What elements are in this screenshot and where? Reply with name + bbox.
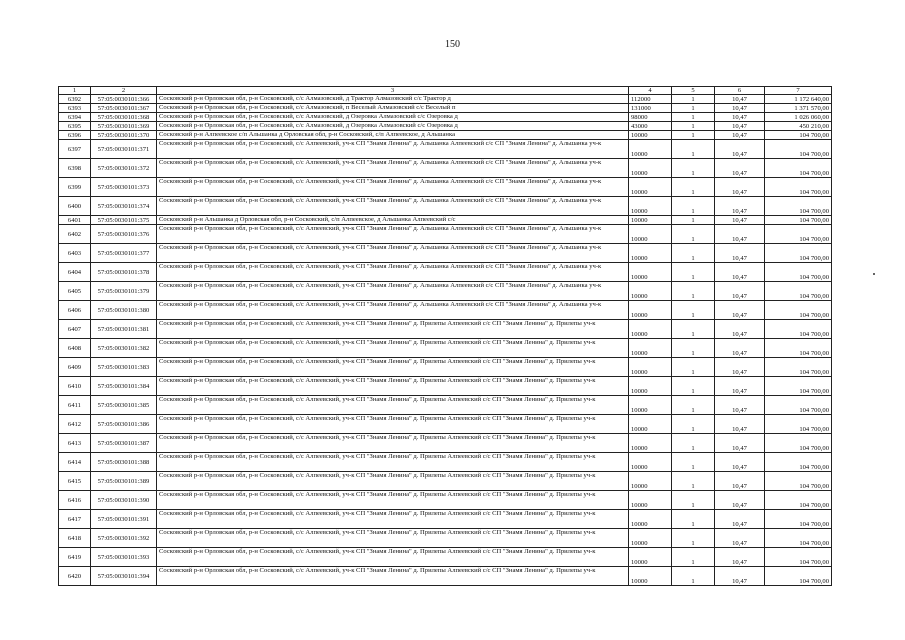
cadastral-number-cell: 57:05:0030101:375 — [91, 216, 157, 225]
total-cell: 104 700,00 — [765, 178, 832, 197]
row-number-cell: 6401 — [59, 216, 91, 225]
area-cell: 10000 — [629, 510, 672, 529]
quantity-cell: 1 — [672, 548, 715, 567]
page-number: 150 — [445, 39, 460, 50]
total-cell: 104 700,00 — [765, 567, 832, 586]
description-cell: Сосковский р-н Орловская обл, р-н Сосковский, с/с Алпеевский, уч-к СП "Знамя Ленина" д. Прилепы Алпеевский с/с СП "Знамя Ленина" д. Прилепы уч-к — [157, 567, 629, 586]
table-header-row — [59, 87, 832, 95]
cadastral-number-cell: 57:05:0030101:387 — [91, 434, 157, 453]
cadastral-number-cell: 57:05:0030101:377 — [91, 244, 157, 263]
row-number-cell: 6398 — [59, 159, 91, 178]
description-cell: Сосковский р-н Орловская обл, р-н Сосковский, с/с Алпеевский, уч-к СП "Знамя Ленина" д. Прилепы Алпеевский с/с СП "Знамя Ленина" д. Прилепы уч-к — [157, 396, 629, 415]
table-row — [59, 567, 832, 586]
quantity-cell: 1 — [672, 510, 715, 529]
rate-cell: 10,47 — [715, 415, 765, 434]
description-cell: Сосковский р-н Орловская обл, р-н Сосковский, с/с Алпеевский, уч-к СП "Знамя Ленина" д. Альшанка Алпеевский с/с СП "Знамя Ленина" д. Альшанка уч-к — [157, 159, 629, 178]
table-row — [59, 472, 832, 491]
cadastral-number-cell: 57:05:0030101:370 — [91, 131, 157, 140]
description-cell: Сосковский р-н Орловская обл, р-н Сосковский, с/с Алмазовский, д Озеровка Алмазовский с/с Озеровка д — [157, 113, 629, 122]
column-header: 3 — [157, 87, 629, 95]
area-cell: 10000 — [629, 339, 672, 358]
quantity-cell: 1 — [672, 122, 715, 131]
row-number-cell: 6415 — [59, 472, 91, 491]
area-cell: 10000 — [629, 396, 672, 415]
row-number-cell: 6416 — [59, 491, 91, 510]
cadastral-number-cell: 57:05:0030101:393 — [91, 548, 157, 567]
row-number-cell: 6419 — [59, 548, 91, 567]
table-row — [59, 122, 832, 131]
cadastral-number-cell: 57:05:0030101:383 — [91, 358, 157, 377]
description-cell: Сосковский р-н Алпеевское с/п Альшанка д Орловская обл, р-н Сосковский, с/п Алпеевское, д Альшанка — [157, 131, 629, 140]
area-cell: 10000 — [629, 567, 672, 586]
table-row — [59, 491, 832, 510]
quantity-cell: 1 — [672, 225, 715, 244]
row-number-cell: 6417 — [59, 510, 91, 529]
quantity-cell: 1 — [672, 113, 715, 122]
quantity-cell: 1 — [672, 453, 715, 472]
rate-cell: 10,47 — [715, 320, 765, 339]
row-number-cell: 6413 — [59, 434, 91, 453]
column-header: 5 — [672, 87, 715, 95]
total-cell: 104 700,00 — [765, 358, 832, 377]
cadastral-number-cell: 57:05:0030101:380 — [91, 301, 157, 320]
total-cell: 104 700,00 — [765, 434, 832, 453]
area-cell: 43000 — [629, 122, 672, 131]
row-number-cell: 6420 — [59, 567, 91, 586]
total-cell: 104 700,00 — [765, 282, 832, 301]
description-cell: Сосковский р-н Орловская обл, р-н Сосковский, с/с Алпеевский, уч-к СП "Знамя Ленина" д. Прилепы Алпеевский с/с СП "Знамя Ленина" д. Прилепы уч-к — [157, 320, 629, 339]
description-cell: Сосковский р-н Орловская обл, р-н Сосковский, с/с Алпеевский, уч-к СП "Знамя Ленина" д. Прилепы Алпеевский с/с СП "Знамя Ленина" д. Прилепы уч-к — [157, 339, 629, 358]
cadastral-number-cell: 57:05:0030101:379 — [91, 282, 157, 301]
column-header: 6 — [715, 87, 765, 95]
area-cell: 10000 — [629, 263, 672, 282]
table-row — [59, 529, 832, 548]
table-row — [59, 140, 832, 159]
rate-cell: 10,47 — [715, 225, 765, 244]
quantity-cell: 1 — [672, 216, 715, 225]
row-number-cell: 6412 — [59, 415, 91, 434]
quantity-cell: 1 — [672, 415, 715, 434]
description-cell: Сосковский р-н Орловская обл, р-н Сосковский, с/с Алпеевский, уч-к СП "Знамя Ленина" д. Прилепы Алпеевский с/с СП "Знамя Ленина" д. Прилепы уч-к — [157, 472, 629, 491]
total-cell: 104 700,00 — [765, 529, 832, 548]
total-cell: 104 700,00 — [765, 263, 832, 282]
description-cell: Сосковский р-н Орловская обл, р-н Сосковский, с/с Алпеевский, уч-к СП "Знамя Ленина" д. Альшанка Алпеевский с/с СП "Знамя Ленина" д. Альшанка уч-к — [157, 197, 629, 216]
table-row — [59, 113, 832, 122]
description-cell: Сосковский р-н Альшанка д Орловская обл, р-н Сосковский, с/п Алпеевское, д Альшанка Алпеевский с/с — [157, 216, 629, 225]
rate-cell: 10,47 — [715, 197, 765, 216]
quantity-cell: 1 — [672, 472, 715, 491]
table-row — [59, 548, 832, 567]
quantity-cell: 1 — [672, 396, 715, 415]
area-cell: 112000 — [629, 95, 672, 104]
description-cell: Сосковский р-н Орловская обл, р-н Сосковский, с/с Алпеевский, уч-к СП "Знамя Ленина" д. Альшанка Алпеевский с/с СП "Знамя Ленина" д. Альшанка уч-к — [157, 244, 629, 263]
rate-cell: 10,47 — [715, 339, 765, 358]
quantity-cell: 1 — [672, 131, 715, 140]
rate-cell: 10,47 — [715, 178, 765, 197]
table-row — [59, 178, 832, 197]
scan-speck — [873, 273, 875, 275]
quantity-cell: 1 — [672, 377, 715, 396]
row-number-cell: 6414 — [59, 453, 91, 472]
area-cell: 10000 — [629, 282, 672, 301]
row-number-cell: 6404 — [59, 263, 91, 282]
table-row — [59, 263, 832, 282]
quantity-cell: 1 — [672, 95, 715, 104]
area-cell: 10000 — [629, 491, 672, 510]
description-cell: Сосковский р-н Орловская обл, р-н Сосковский, с/с Алпеевский, уч-к СП "Знамя Ленина" д. Прилепы Алпеевский с/с СП "Знамя Ленина" д. Прилепы уч-к — [157, 548, 629, 567]
row-number-cell: 6410 — [59, 377, 91, 396]
rate-cell: 10,47 — [715, 122, 765, 131]
table-row — [59, 396, 832, 415]
description-cell: Сосковский р-н Орловская обл, р-н Сосковский, с/с Алпеевский, уч-к СП "Знамя Ленина" д. Прилепы Алпеевский с/с СП "Знамя Ленина" д. Прилепы уч-к — [157, 510, 629, 529]
description-cell: Сосковский р-н Орловская обл, р-н Сосковский, с/с Алпеевский, уч-к СП "Знамя Ленина" д. Альшанка Алпеевский с/с СП "Знамя Ленина" д. Альшанка уч-к — [157, 140, 629, 159]
total-cell: 104 700,00 — [765, 491, 832, 510]
rate-cell: 10,47 — [715, 453, 765, 472]
row-number-cell: 6411 — [59, 396, 91, 415]
quantity-cell: 1 — [672, 529, 715, 548]
quantity-cell: 1 — [672, 567, 715, 586]
row-number-cell: 6405 — [59, 282, 91, 301]
row-number-cell: 6402 — [59, 225, 91, 244]
rate-cell: 10,47 — [715, 301, 765, 320]
description-cell: Сосковский р-н Орловская обл, р-н Сосковский, с/с Алпеевский, уч-к СП "Знамя Ленина" д. Прилепы Алпеевский с/с СП "Знамя Ленина" д. Прилепы уч-к — [157, 377, 629, 396]
area-cell: 10000 — [629, 320, 672, 339]
rate-cell: 10,47 — [715, 244, 765, 263]
rate-cell: 10,47 — [715, 567, 765, 586]
area-cell: 98000 — [629, 113, 672, 122]
rate-cell: 10,47 — [715, 529, 765, 548]
area-cell: 10000 — [629, 529, 672, 548]
total-cell: 104 700,00 — [765, 453, 832, 472]
cadastral-number-cell: 57:05:0030101:368 — [91, 113, 157, 122]
description-cell: Сосковский р-н Орловская обл, р-н Сосковский, с/с Алпеевский, уч-к СП "Знамя Ленина" д. Прилепы Алпеевский с/с СП "Знамя Ленина" д. Прилепы уч-к — [157, 434, 629, 453]
row-number-cell: 6396 — [59, 131, 91, 140]
cadastral-number-cell: 57:05:0030101:369 — [91, 122, 157, 131]
column-header: 2 — [91, 87, 157, 95]
row-number-cell: 6406 — [59, 301, 91, 320]
total-cell: 104 700,00 — [765, 396, 832, 415]
total-cell: 104 700,00 — [765, 131, 832, 140]
table-row — [59, 131, 832, 140]
description-cell: Сосковский р-н Орловская обл, р-н Сосковский, с/с Алпеевский, уч-к СП "Знамя Ленина" д. Прилепы Алпеевский с/с СП "Знамя Ленина" д. Прилепы уч-к — [157, 415, 629, 434]
total-cell: 104 700,00 — [765, 415, 832, 434]
rate-cell: 10,47 — [715, 510, 765, 529]
quantity-cell: 1 — [672, 434, 715, 453]
area-cell: 10000 — [629, 197, 672, 216]
area-cell: 10000 — [629, 244, 672, 263]
total-cell: 104 700,00 — [765, 244, 832, 263]
quantity-cell: 1 — [672, 178, 715, 197]
cadastral-number-cell: 57:05:0030101:382 — [91, 339, 157, 358]
table-row — [59, 510, 832, 529]
row-number-cell: 6408 — [59, 339, 91, 358]
description-cell: Сосковский р-н Орловская обл, р-н Сосковский, с/с Алпеевский, уч-к СП "Знамя Ленина" д. Альшанка Алпеевский с/с СП "Знамя Ленина" д. Альшанка уч-к — [157, 263, 629, 282]
rate-cell: 10,47 — [715, 396, 765, 415]
table-row — [59, 415, 832, 434]
quantity-cell: 1 — [672, 301, 715, 320]
total-cell: 1 371 570,00 — [765, 104, 832, 113]
description-cell: Сосковский р-н Орловская обл, р-н Сосковский, с/с Алпеевский, уч-к СП "Знамя Ленина" д. Альшанка Алпеевский с/с СП "Знамя Ленина" д. Альшанка уч-к — [157, 178, 629, 197]
quantity-cell: 1 — [672, 104, 715, 113]
table-row — [59, 434, 832, 453]
table-row — [59, 282, 832, 301]
table-body — [59, 87, 832, 586]
area-cell: 10000 — [629, 358, 672, 377]
rate-cell: 10,47 — [715, 472, 765, 491]
rate-cell: 10,47 — [715, 131, 765, 140]
description-cell: Сосковский р-н Орловская обл, р-н Сосковский, с/с Алпеевский, уч-к СП "Знамя Ленина" д. Альшанка Алпеевский с/с СП "Знамя Ленина" д. Альшанка уч-к — [157, 225, 629, 244]
quantity-cell: 1 — [672, 197, 715, 216]
table-row — [59, 301, 832, 320]
cadastral-number-cell: 57:05:0030101:390 — [91, 491, 157, 510]
area-cell: 10000 — [629, 140, 672, 159]
total-cell: 450 210,00 — [765, 122, 832, 131]
rate-cell: 10,47 — [715, 104, 765, 113]
quantity-cell: 1 — [672, 339, 715, 358]
area-cell: 10000 — [629, 301, 672, 320]
rate-cell: 10,47 — [715, 216, 765, 225]
table-row — [59, 216, 832, 225]
total-cell: 104 700,00 — [765, 301, 832, 320]
total-cell: 104 700,00 — [765, 510, 832, 529]
total-cell: 104 700,00 — [765, 197, 832, 216]
cadastral-number-cell: 57:05:0030101:385 — [91, 396, 157, 415]
table-row — [59, 159, 832, 178]
cadastral-number-cell: 57:05:0030101:371 — [91, 140, 157, 159]
row-number-cell: 6393 — [59, 104, 91, 113]
description-cell: Сосковский р-н Орловская обл, р-н Сосковский, с/с Алпеевский, уч-к СП "Знамя Ленина" д. Прилепы Алпеевский с/с СП "Знамя Ленина" д. Прилепы уч-к — [157, 491, 629, 510]
total-cell: 104 700,00 — [765, 377, 832, 396]
cadastral-number-cell: 57:05:0030101:374 — [91, 197, 157, 216]
total-cell: 104 700,00 — [765, 159, 832, 178]
row-number-cell: 6394 — [59, 113, 91, 122]
cadastral-number-cell: 57:05:0030101:391 — [91, 510, 157, 529]
total-cell: 104 700,00 — [765, 216, 832, 225]
total-cell: 104 700,00 — [765, 339, 832, 358]
quantity-cell: 1 — [672, 358, 715, 377]
table-row — [59, 358, 832, 377]
rate-cell: 10,47 — [715, 434, 765, 453]
quantity-cell: 1 — [672, 140, 715, 159]
quantity-cell: 1 — [672, 159, 715, 178]
rate-cell: 10,47 — [715, 282, 765, 301]
cadastral-number-cell: 57:05:0030101:372 — [91, 159, 157, 178]
row-number-cell: 6407 — [59, 320, 91, 339]
cadastral-number-cell: 57:05:0030101:386 — [91, 415, 157, 434]
column-header: 1 — [59, 87, 91, 95]
area-cell: 10000 — [629, 377, 672, 396]
cadastral-number-cell: 57:05:0030101:376 — [91, 225, 157, 244]
row-number-cell: 6409 — [59, 358, 91, 377]
table-row — [59, 197, 832, 216]
description-cell: Сосковский р-н Орловская обл, р-н Сосковский, с/с Алпеевский, уч-к СП "Знамя Ленина" д. Прилепы Алпеевский с/с СП "Знамя Ленина" д. Прилепы уч-к — [157, 529, 629, 548]
rate-cell: 10,47 — [715, 140, 765, 159]
rate-cell: 10,47 — [715, 548, 765, 567]
description-cell: Сосковский р-н Орловская обл, р-н Сосковский, с/с Алмазовский, д Озеровка Алмазовский с/с Озеровка д — [157, 122, 629, 131]
cadastral-number-cell: 57:05:0030101:367 — [91, 104, 157, 113]
total-cell: 1 172 640,00 — [765, 95, 832, 104]
area-cell: 10000 — [629, 415, 672, 434]
area-cell: 10000 — [629, 434, 672, 453]
row-number-cell: 6397 — [59, 140, 91, 159]
total-cell: 104 700,00 — [765, 225, 832, 244]
quantity-cell: 1 — [672, 263, 715, 282]
rate-cell: 10,47 — [715, 491, 765, 510]
table-row — [59, 244, 832, 263]
table-row — [59, 225, 832, 244]
quantity-cell: 1 — [672, 282, 715, 301]
area-cell: 10000 — [629, 159, 672, 178]
cadastral-number-cell: 57:05:0030101:381 — [91, 320, 157, 339]
table-row — [59, 339, 832, 358]
description-cell: Сосковский р-н Орловская обл, р-н Сосковский, с/с Алпеевский, уч-к СП "Знамя Ленина" д. Прилепы Алпеевский с/с СП "Знамя Ленина" д. Прилепы уч-к — [157, 453, 629, 472]
cadastral-number-cell: 57:05:0030101:392 — [91, 529, 157, 548]
table-row — [59, 104, 832, 113]
cadastral-number-cell: 57:05:0030101:388 — [91, 453, 157, 472]
row-number-cell: 6400 — [59, 197, 91, 216]
cadastral-number-cell: 57:05:0030101:373 — [91, 178, 157, 197]
cadastral-number-cell: 57:05:0030101:378 — [91, 263, 157, 282]
row-number-cell: 6392 — [59, 95, 91, 104]
rate-cell: 10,47 — [715, 358, 765, 377]
total-cell: 1 026 060,00 — [765, 113, 832, 122]
cadastral-number-cell: 57:05:0030101:384 — [91, 377, 157, 396]
row-number-cell: 6418 — [59, 529, 91, 548]
land-registry-table — [58, 86, 832, 586]
total-cell: 104 700,00 — [765, 320, 832, 339]
area-cell: 10000 — [629, 225, 672, 244]
area-cell: 10000 — [629, 453, 672, 472]
area-cell: 10000 — [629, 472, 672, 491]
area-cell: 10000 — [629, 216, 672, 225]
total-cell: 104 700,00 — [765, 140, 832, 159]
rate-cell: 10,47 — [715, 377, 765, 396]
description-cell: Сосковский р-н Орловская обл, р-н Сосковский, с/с Алпеевский, уч-к СП "Знамя Ленина" д. Прилепы Алпеевский с/с СП "Знамя Ленина" д. Прилепы уч-к — [157, 358, 629, 377]
column-header: 7 — [765, 87, 832, 95]
quantity-cell: 1 — [672, 320, 715, 339]
rate-cell: 10,47 — [715, 95, 765, 104]
area-cell: 10000 — [629, 548, 672, 567]
row-number-cell: 6395 — [59, 122, 91, 131]
cadastral-number-cell: 57:05:0030101:389 — [91, 472, 157, 491]
cadastral-number-cell: 57:05:0030101:394 — [91, 567, 157, 586]
description-cell: Сосковский р-н Орловская обл, р-н Сосковский, с/с Алпеевский, уч-к СП "Знамя Ленина" д. Альшанка Алпеевский с/с СП "Знамя Ленина" д. Альшанка уч-к — [157, 301, 629, 320]
description-cell: Сосковский р-н Орловская обл, р-н Сосковский, с/с Алмазовский, д Трактор Алмазовский с/с Трактор д — [157, 95, 629, 104]
rate-cell: 10,47 — [715, 159, 765, 178]
total-cell: 104 700,00 — [765, 472, 832, 491]
area-cell: 131000 — [629, 104, 672, 113]
description-cell: Сосковский р-н Орловская обл, р-н Сосковский, с/с Алпеевский, уч-к СП "Знамя Ленина" д. Альшанка Алпеевский с/с СП "Знамя Ленина" д. Альшанка уч-к — [157, 282, 629, 301]
rate-cell: 10,47 — [715, 263, 765, 282]
table-row — [59, 453, 832, 472]
description-cell: Сосковский р-н Орловская обл, р-н Сосковский, с/с Алмазовский, п Веселый Алмазовский с/с Веселый п — [157, 104, 629, 113]
row-number-cell: 6403 — [59, 244, 91, 263]
table-row — [59, 95, 832, 104]
cadastral-number-cell: 57:05:0030101:366 — [91, 95, 157, 104]
rate-cell: 10,47 — [715, 113, 765, 122]
total-cell: 104 700,00 — [765, 548, 832, 567]
table-row — [59, 320, 832, 339]
quantity-cell: 1 — [672, 491, 715, 510]
column-header: 4 — [629, 87, 672, 95]
area-cell: 10000 — [629, 131, 672, 140]
quantity-cell: 1 — [672, 244, 715, 263]
area-cell: 10000 — [629, 178, 672, 197]
table-row — [59, 377, 832, 396]
row-number-cell: 6399 — [59, 178, 91, 197]
